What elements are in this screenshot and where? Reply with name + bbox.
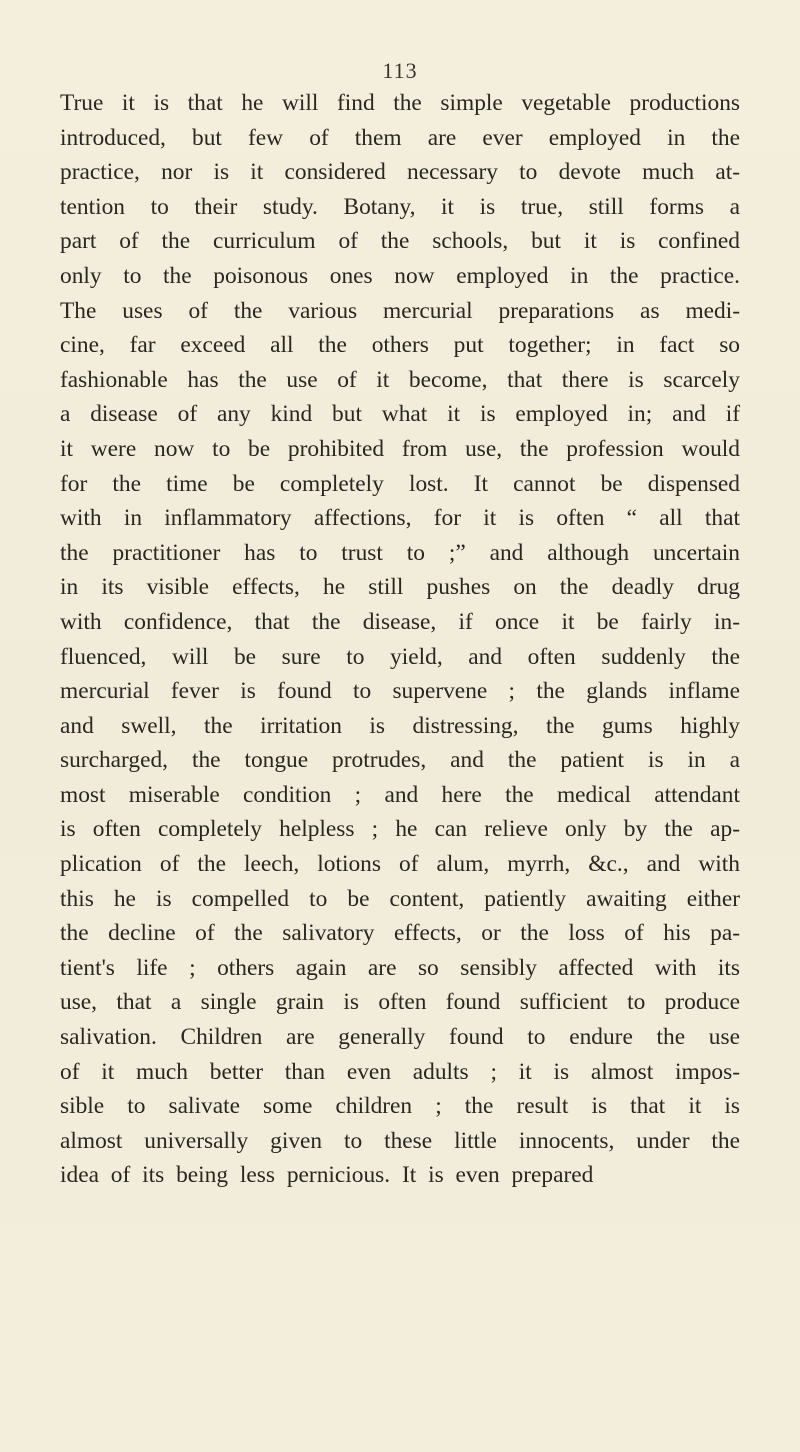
text-line: tention to their study. Botany, it is true, still forms a	[60, 193, 740, 220]
text-line: with confidence, that the disease, if once it be fairly in-	[60, 608, 740, 635]
text-line: most miserable condition ; and here the medical attendant	[60, 781, 740, 808]
text-line: True it is that he will find the simple vegetable productions	[60, 90, 740, 116]
text-line: The uses of the various mercurial preparations as medi-	[60, 297, 740, 324]
text-line: salivation. Children are generally found to endure the use	[60, 1024, 740, 1051]
text-line: surcharged, the tongue protrudes, and the patient is in a	[60, 747, 740, 774]
text-line: a disease of any kind but what it is employed in; and if	[60, 401, 740, 428]
text-line: in its visible effects, he still pushes on the deadly drug	[60, 574, 740, 601]
page-number: 113	[382, 58, 418, 83]
text-line: the practitioner has to trust to ;” and although uncertain	[60, 539, 740, 566]
body-paragraph	[60, 86, 740, 1193]
text-line: practice, nor is it considered necessary to devote much at-	[60, 159, 740, 186]
text-line: sible to salivate some children ; the result is that it is	[60, 1093, 740, 1120]
text-line: is often completely helpless ; he can relieve only by the ap-	[60, 816, 740, 843]
text-line: for the time be completely lost. It cannot be dispensed	[60, 470, 740, 497]
text-line: use, that a single grain is often found sufficient to produce	[60, 989, 740, 1016]
text-line: plication of the leech, lotions of alum, myrrh, &c., and with	[60, 851, 740, 878]
text-line: and swell, the irritation is distressing, the gums highly	[60, 712, 740, 739]
text-line: tient's life ; others again are so sensibly affected with its	[60, 954, 740, 981]
text-line: with in inflammatory affections, for it is often “ all that	[60, 505, 740, 532]
text-line: mercurial fever is found to supervene ; the glands inflame	[60, 678, 740, 705]
text-line: cine, far exceed all the others put together; in fact so	[60, 332, 740, 359]
text-line: part of the curriculum of the schools, but it is confined	[60, 228, 740, 255]
text-line: only to the poisonous ones now employed in the practice.	[60, 262, 740, 289]
text-line: fashionable has the use of it become, that there is scarcely	[60, 366, 740, 393]
text-line: this he is compelled to be content, patiently awaiting either	[60, 885, 740, 912]
text-line: the decline of the salivatory effects, or the loss of his pa-	[60, 920, 740, 947]
text-line: idea of its being less pernicious. It is even prepared	[60, 1162, 594, 1189]
text-line: introduced, but few of them are ever employed in the	[60, 124, 740, 151]
text-line: of it much better than even adults ; it is almost impos-	[60, 1058, 740, 1085]
text-line: fluenced, will be sure to yield, and often suddenly the	[60, 643, 740, 670]
text-line: almost universally given to these little innocents, under the	[60, 1127, 740, 1154]
text-line: it were now to be prohibited from use, the profession would	[60, 435, 740, 462]
